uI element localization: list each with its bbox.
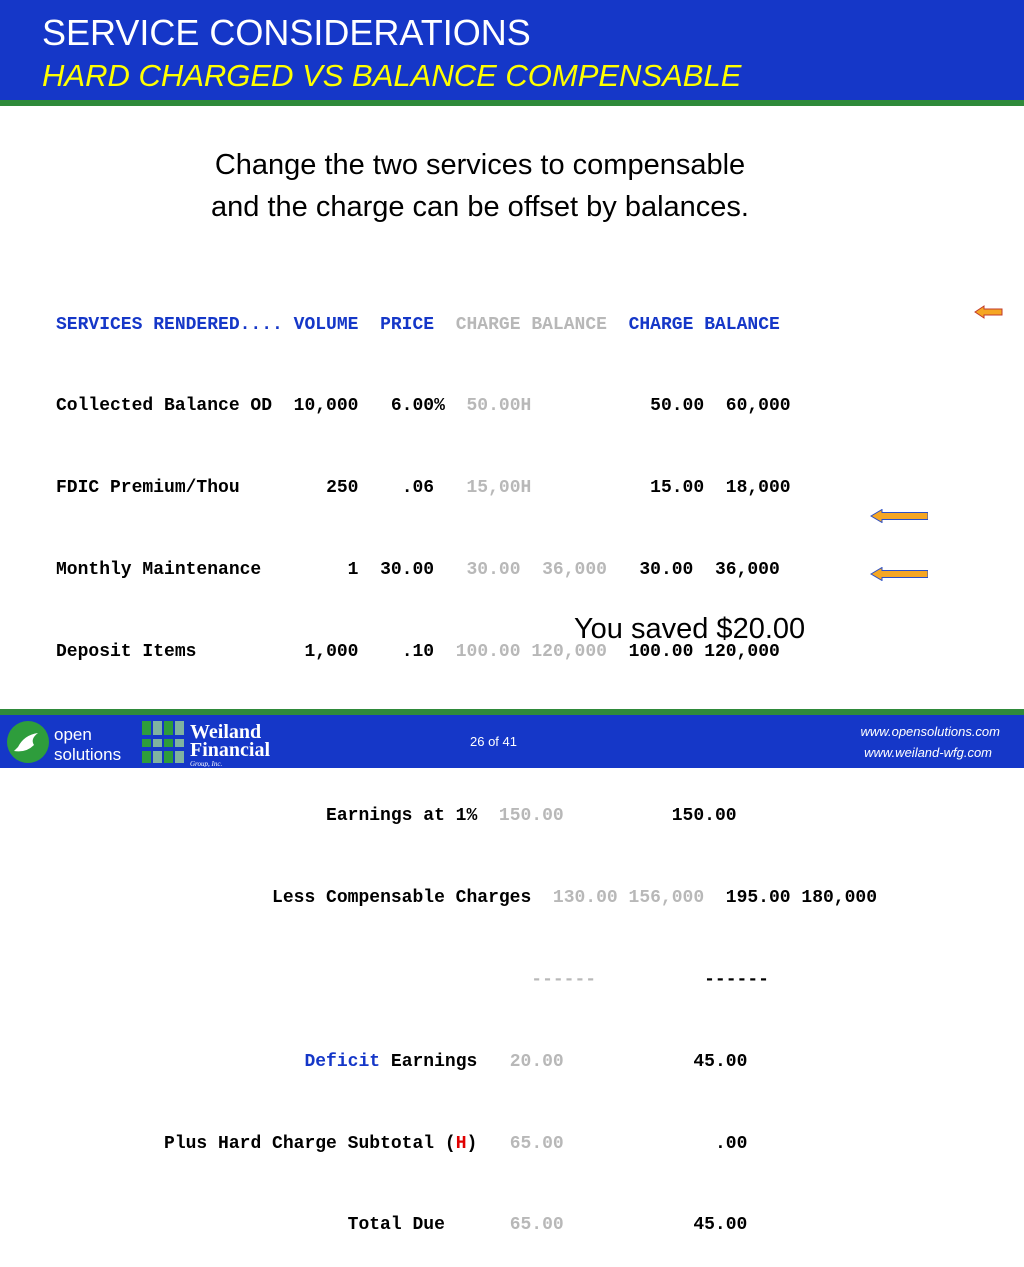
less-balance-2: 180,000 <box>801 887 878 908</box>
table-row <box>56 475 877 502</box>
deficit-label: Earnings <box>390 1051 478 1072</box>
deficit-charge-1: 20.00 <box>509 1051 564 1072</box>
left-arrow-icon <box>870 509 928 523</box>
header-balance-1: BALANCE <box>531 314 607 335</box>
open-solutions-logo <box>4 717 144 767</box>
row-name: Deposit Items <box>56 642 197 663</box>
logo-solutions-text: solutions <box>54 745 122 764</box>
hard-charge-marker: H <box>455 1133 467 1154</box>
intro-text <box>140 144 820 228</box>
row-volume: 250 <box>326 478 359 499</box>
row-charge-2: 15.00 <box>650 478 705 499</box>
slide-title: SERVICE CONSIDERATIONS <box>42 12 531 53</box>
earnings-row <box>56 803 877 830</box>
row-charge-2: 30.00 <box>639 560 694 581</box>
row-charge-1: 50.00H <box>466 396 532 417</box>
left-arrow-icon <box>974 305 1024 319</box>
weiland-financial-logo <box>140 717 300 767</box>
table-row <box>56 393 877 420</box>
table-header-row <box>56 312 877 339</box>
row-name: Collected Balance OD <box>56 396 273 417</box>
row-name: FDIC Premium/Thou <box>56 478 240 499</box>
row-volume: 1 <box>347 560 359 581</box>
total-charge-2: 45.00 <box>693 1215 748 1236</box>
logo-financial-text: Financial <box>190 739 271 761</box>
plus-charge-2: .00 <box>714 1133 748 1154</box>
row-charge-2: 50.00 <box>650 396 705 417</box>
deficit-word: Deficit <box>304 1051 381 1072</box>
logo-group-text: Group, Inc. <box>190 760 223 767</box>
row-charge-1: 100.00 <box>455 642 521 663</box>
earnings-charge-1: 150.00 <box>498 805 564 826</box>
row-name: Monthly Maintenance <box>56 560 262 581</box>
deficit-charge-2: 45.00 <box>693 1051 748 1072</box>
less-label: Less Compensable Charges <box>272 887 532 908</box>
total-row <box>56 1212 877 1239</box>
header-charge-1: CHARGE <box>455 314 521 335</box>
row-balance-2: 18,000 <box>725 478 791 499</box>
row-charge-1: 30.00 <box>466 560 521 581</box>
header-price: PRICE <box>380 314 435 335</box>
header-charge-2: CHARGE <box>628 314 694 335</box>
earnings-label: Earnings at 1% <box>326 805 478 826</box>
plus-charge-1: 65.00 <box>509 1133 564 1154</box>
earnings-charge-2: 150.00 <box>671 805 737 826</box>
slide-subtitle: HARD CHARGED VS BALANCE COMPENSABLE <box>42 58 742 93</box>
url-opensolutions[interactable]: www.opensolutions.com <box>860 724 1000 739</box>
row-price: .10 <box>401 642 435 663</box>
header-volume: VOLUME <box>293 314 359 335</box>
row-price: 6.00% <box>390 396 445 417</box>
less-charge-2: 195.00 <box>725 887 791 908</box>
row-balance-1: 120,000 <box>531 642 607 663</box>
header-divider <box>0 100 1024 106</box>
row-balance-2: 120,000 <box>704 642 780 663</box>
plus-label-close: ) <box>466 1133 478 1154</box>
separator-row <box>56 967 877 994</box>
row-charge-1: 15,00H <box>466 478 532 499</box>
url-weiland[interactable]: www.weiland-wfg.com <box>864 745 992 760</box>
logo-weiland-text: Weiland <box>190 721 262 743</box>
header-balance-2: BALANCE <box>704 314 780 335</box>
row-balance-2: 60,000 <box>725 396 791 417</box>
total-charge-1: 65.00 <box>509 1215 564 1236</box>
less-charge-1: 130.00 <box>552 887 618 908</box>
table-row <box>56 557 877 584</box>
intro-line-2: and the charge can be offset by balances. <box>211 191 749 223</box>
plus-label: Plus Hard Charge Subtotal ( <box>164 1133 456 1154</box>
row-volume: 1,000 <box>304 642 359 663</box>
deficit-row <box>56 1049 877 1076</box>
row-price: 30.00 <box>380 560 435 581</box>
row-volume: 10,000 <box>293 396 359 417</box>
logo-open-text: open <box>54 725 92 744</box>
savings-note: You saved $20.00 <box>574 613 806 645</box>
row-charge-2: 100.00 <box>628 642 694 663</box>
less-balance-1: 156,000 <box>628 887 705 908</box>
separator: ------ <box>704 969 769 990</box>
less-row <box>56 885 877 912</box>
intro-line-1: Change the two services to compensable <box>214 149 746 181</box>
left-arrow-icon <box>870 567 928 581</box>
page-number: 26 of 41 <box>470 734 517 749</box>
header-services: SERVICES RENDERED.... <box>56 314 283 335</box>
total-label: Total Due <box>347 1215 445 1236</box>
row-price: .06 <box>401 478 435 499</box>
row-balance-2: 36,000 <box>714 560 780 581</box>
row-balance-1: 36,000 <box>542 560 607 581</box>
separator: ------ <box>531 969 597 990</box>
plus-row <box>56 1131 877 1158</box>
